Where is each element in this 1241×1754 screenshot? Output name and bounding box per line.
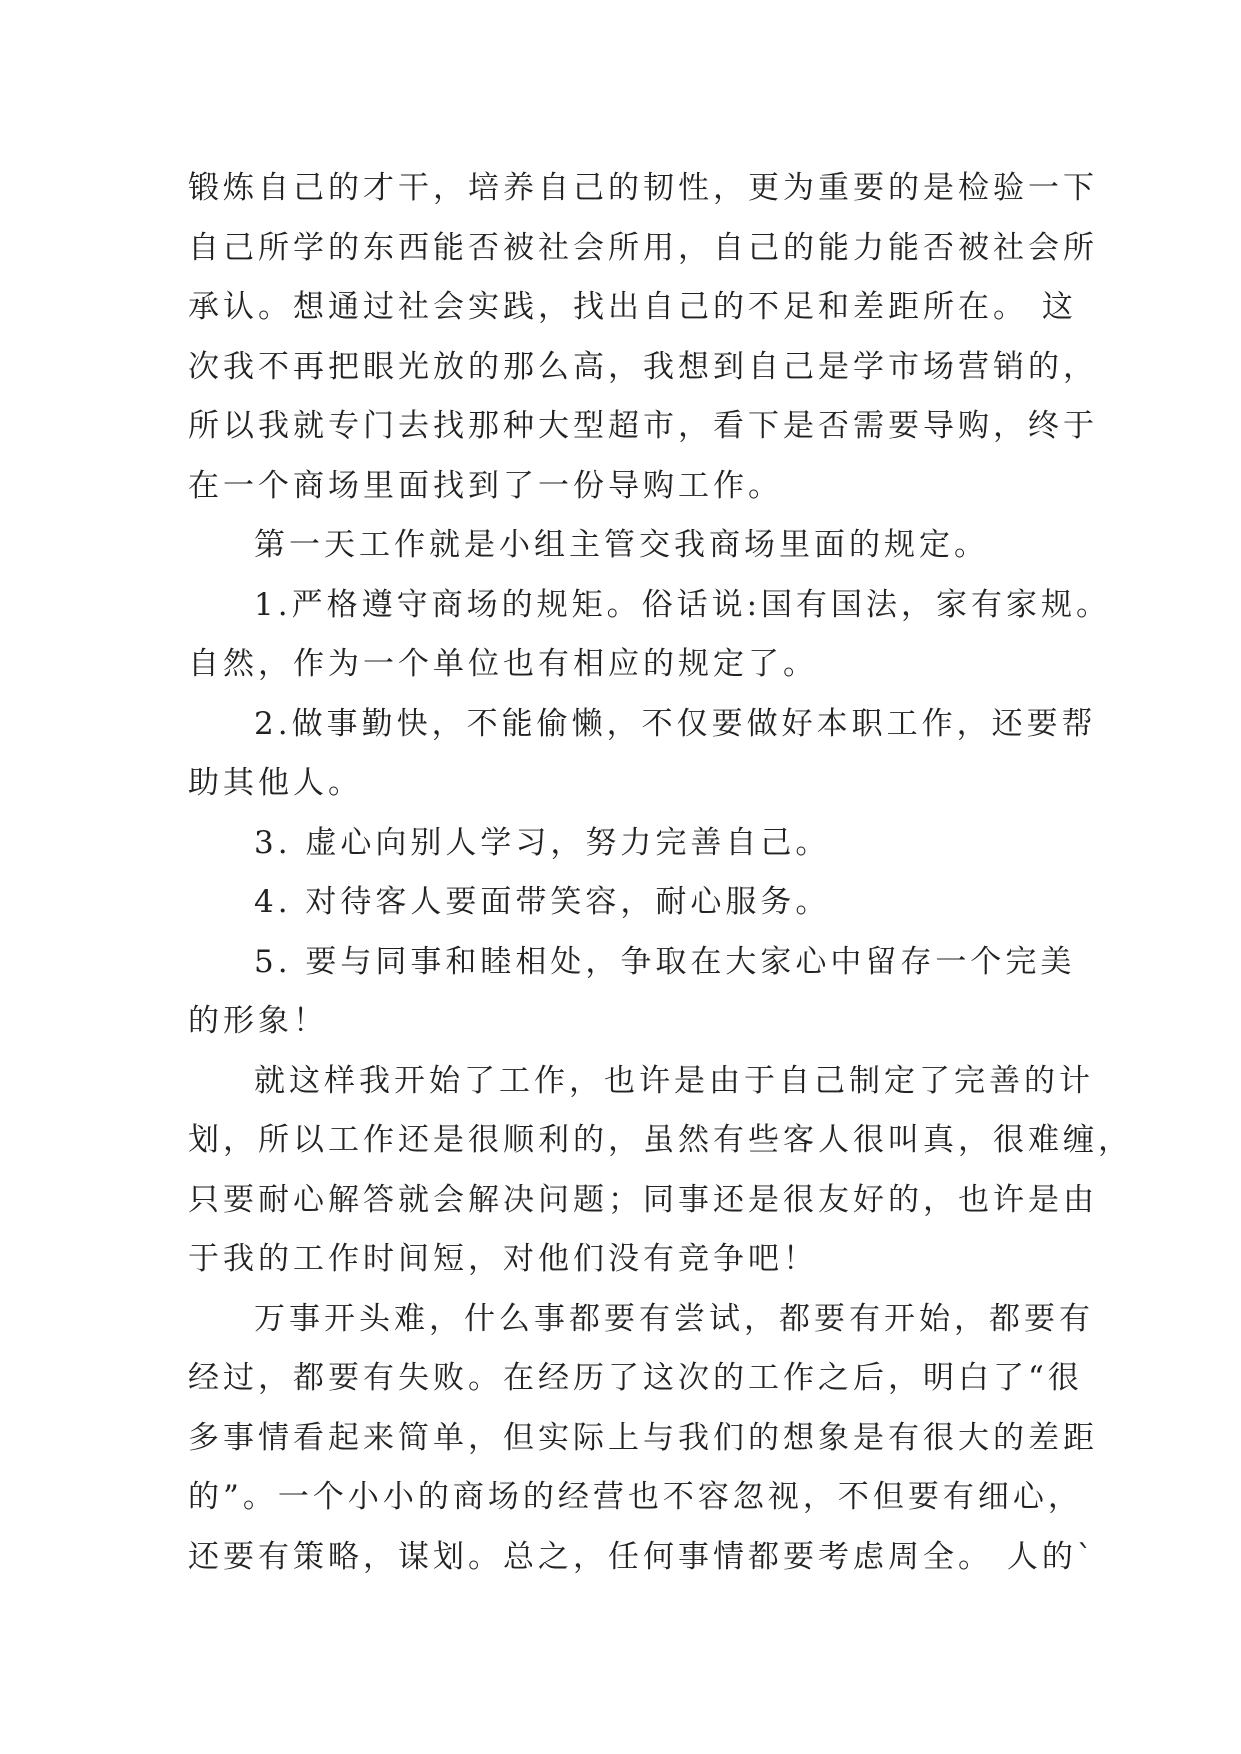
paragraph-start-line: 万事开头难，什么事都要有尝试，都要有开始，都要有 — [254, 1300, 1094, 1337]
text-line: 还要有策略，谋划。总之，任何事情都要考虑周全。 人的` — [188, 1538, 1097, 1575]
text-line: 划，所以工作还是很顺利的，虽然有些客人很叫真，很难缠， — [188, 1122, 1133, 1158]
text-line: 次我不再把眼光放的那么高，我想到自己是学市场营销的， — [188, 348, 1098, 385]
document-body — [188, 159, 1133, 1587]
rule-item-4: 4. 对待客人要面带笑容，耐心服务。 — [254, 884, 831, 920]
paragraph-start-line: 第一天工作就是小组主管交我商场里面的规定。 — [254, 527, 989, 563]
rule-item-5: 5. 要与同事和睦相处，争取在大家心中留存一个完美 — [254, 943, 1076, 980]
paragraph-start-line: 就这样我开始了工作，也许是由于自己制定了完善的计 — [254, 1062, 1094, 1099]
text-line: 多事情看起来简单，但实际上与我们的想象是有很大的差距 — [188, 1419, 1098, 1456]
rule-item-1: 1.严格遵守商场的规矩。俗话说:国有国法，家有家规。 — [254, 586, 1112, 623]
text-line: 的形象！ — [188, 1003, 328, 1039]
text-line: 自己所学的东西能否被社会所用，自己的能力能否被社会所 — [188, 229, 1098, 266]
text-line: 自然，作为一个单位也有相应的规定了。 — [188, 646, 818, 682]
text-line: 所以我就专门去找那种大型超市，看下是否需要导购，终于 — [188, 408, 1098, 444]
text-line: 的”。一个小小的商场的经营也不容忽视，不但要有细心， — [188, 1479, 1083, 1515]
text-line: 经过，都要有失败。在经历了这次的工作之后，明白了“很 — [188, 1360, 1083, 1396]
text-line: 只要耐心解答就会解决问题；同事还是很友好的，也许是由 — [188, 1181, 1098, 1218]
rule-item-2: 2.做事勤快，不能偷懒，不仅要做好本职工作，还要帮 — [254, 705, 1097, 742]
text-line: 于我的工作时间短，对他们没有竞争吧！ — [188, 1241, 818, 1277]
rule-item-3: 3. 虚心向别人学习，努力完善自己。 — [254, 824, 831, 861]
text-line: 在一个商场里面找到了一份导购工作。 — [188, 467, 783, 504]
text-line: 助其他人。 — [188, 765, 363, 801]
text-line: 承认。想通过社会实践，找出自己的不足和差距所在。 这 — [188, 289, 1077, 325]
text-line: 锻炼自己的才干，培养自己的韧性，更为重要的是检验一下 — [188, 170, 1098, 206]
